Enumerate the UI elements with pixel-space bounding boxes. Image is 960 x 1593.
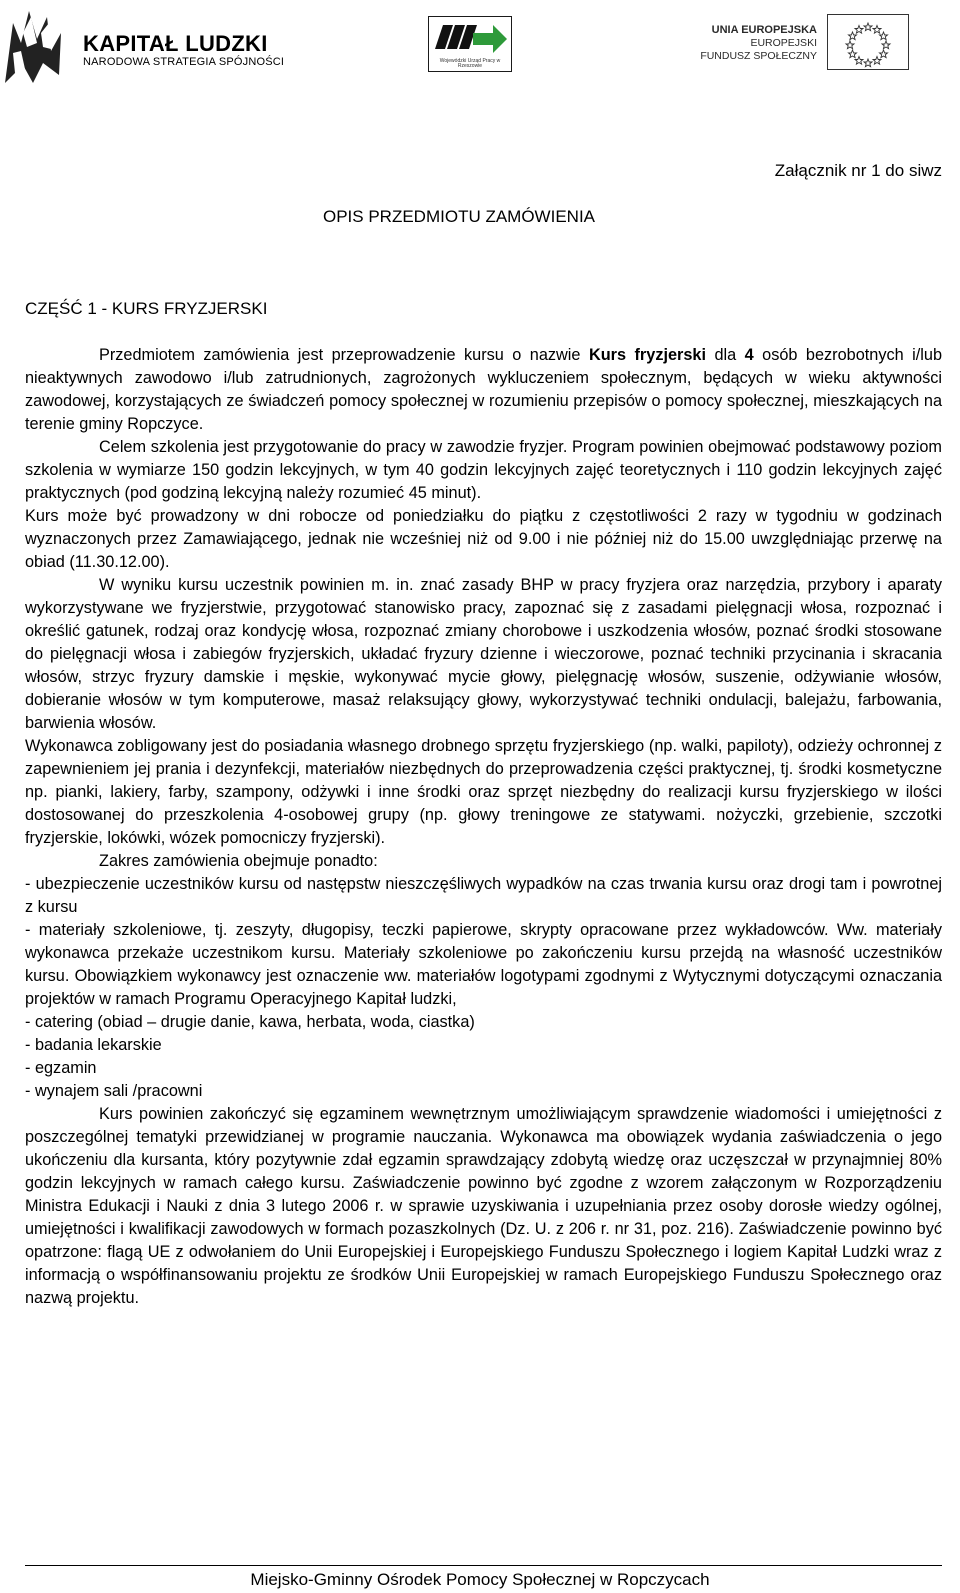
logo-header [0,0,960,80]
paragraph-exam: Kurs powinien zakończyć się egzaminem wewnętrznym umożliwiającym sprawdzenie wiadomości i umiejętności z poszczególnej tematyki przewidzianej w programie nauczania. Wykonawca ma obowiązek wydania zaświadczenia o jego ukończeniu dla kursanta, który pozytywnie zdał egzamin sprawdzający zdobytą wiedzę oraz uczęszczał w przynajmniej 80% godzin lekcyjnych w ramach całego kursu. Zaświadczenie powinno być zgodne z wzorem załączonym w Rozporządzeniu Ministra Edukacji i Nauki z dnia 3 lutego 2006 r. w sprawie uzyskiwania i uzupełniania przez osoby dorosłe wiedzy ogólnej, umiejętności i kwalifikacji zawodowych w formach pozaszkolnych (Dz. U. z 206 r. nr 31, poz. 216). Zaświadczenie powinno być opatrzone: flagą UE z odwołaniem do Unii Europejskiej i Europejskiego Funduszu Społecznego i logiem Kapitał Ludzki wraz z informacją o współfinansowaniu projektu ze środków Unii Europejskiej w ramach Europejskiego Funduszu Społecznego oraz nazwą projektu. [25,1105,942,1307]
course-name: Kurs fryzjerski [588,346,707,364]
eu-line-2: EUROPEJSKI [750,37,817,49]
list-item: - wynajem sali /pracowni [25,1082,203,1100]
list-item: - egzamin [25,1059,97,1077]
eu-logo [700,14,912,70]
footer-text: Miejsko-Gminny Ośrodek Pomocy Społecznej w Ropczycach [250,1570,710,1589]
eu-line-1: UNIA EUROPEJSKA [711,24,817,36]
eu-line-3: FUNDUSZ SPOŁECZNY [700,50,817,62]
paragraph-contractor: Wykonawca zobligowany jest do posiadania własnego drobnego sprzętu fryzjerskiego (np. walki, papiloty), odzieży ochronnej z zapewnieniem jej prania i dezynfekcji, materiałów niezbędnych do przeprowadzenia części praktycznej, tj. środki kosmetyczne np. pianki, lakiery, farby, szampony, odżywki i inne środki oraz sprzęt niezbędny do realizacji kursu fryzjerskiego w ilości dostosowanej do przeszkolenia 4-osobowej grupy (np. głowy treningowe ze statywami. nożyczki, grzebienie, szczotki fryzjerskie, lokówki, wózek pomocniczy fryzjerski). [25,737,942,847]
kapital-ludzki-emblem-icon [3,3,73,85]
list-item: - materiały szkoleniowe, tj. zeszyty, długopisy, teczki papierowe, skrypty opracowane przez wykładowców. Ww. materiały wykonawca przekaże uczestnikom kursu. Materiały szkoleniowe po zakończeniu kursu przejdą na własność uczestników kursu. Obowiązkiem wykonawcy jest oznaczenie ww. materiałów logotypami zgodnymi z Wytycznymi dotyczącymi oznaczania projektów w ramach Programu Operacyjnego Kapitał ludzki, [25,921,942,1008]
attachment-label: Załącznik nr 1 do siwz [774,161,942,180]
wup-arrow-icon [429,17,511,59]
paragraph-goal: Celem szkolenia jest przygotowanie do pracy w zawodzie fryzjer. Program powinien obejmować podstawowy poziom szkolenia w wymiarze 150 godzin lekcyjnych, w tym 40 godzin lekcyjnych zajęć teoretycznych i 110 godzin lekcyjnych zajęć praktycznych (pod godziną lekcyjną należy rozumieć 45 minut). [25,438,942,502]
paragraph-scope: Zakres zamówienia obejmuje ponadto: [99,852,378,870]
footer-divider [25,1565,942,1566]
wup-text: Wojewódzki Urząd Pracy w Rzeszowie [439,58,501,69]
text: dla [706,346,745,364]
text: osób bezrobotnych i/lub nieaktywnych zawodowo i/lub zatrudnionych, zagrożonych wykluczeniem społecznym, będących w wieku aktywności zawodowej, korzystających ze świadczeń pomocy społecznej w rozumieniu przepisów o pomocy społecznej, mieszkających na terenie gminy Ropczyce. [25,346,943,433]
page-title: OPIS PRZEDMIOTU ZAMÓWIENIA [323,207,596,226]
list-item: - badania lekarskie [25,1036,162,1054]
section-title: CZĘŚĆ 1 - KURS FRYZJERSKI [25,299,268,318]
paragraph-outcomes: W wyniku kursu uczestnik powinien m. in. znać zasady BHP w pracy fryzjera oraz narzędzia, przybory i aparaty wykorzystywane we fryzjerstwie, przygotować stanowisko pracy, zapoznać się z zasadami pielęgnacji włosa, rozpoznać i określić gatunek, rodzaj oraz kondycję włosa, rozpoznać zmiany chorobowe i uszkodzenia włosów, poznać środki stosowane do pielęgnacji włosa i zabiegów fryzjerskich, układać fryzury dzienne i wieczorowe, poznać techniki przycinania i skracania włosów, strzyc fryzury damskie i męskie, wykonywać mycie głowy, pielęgnację włosów, suszenie, odżywianie włosów, dobieranie włosów w tym komputerowe, masaż relaksujący głowy, wykorzystywać techniki ondulacji, balejażu, farbowania, barwienia włosów. [25,576,942,732]
participant-count: 4 [744,346,754,364]
document-body [25,344,942,1310]
list-item: - catering (obiad – drugie danie, kawa, herbata, woda, ciastka) [25,1013,475,1031]
wup-logo [428,16,512,72]
kapital-ludzki-title: KAPITAŁ LUDZKI [83,31,268,56]
list-item: - ubezpieczenie uczestników kursu od następstw nieszczęśliwych wypadków na czas trwania kursu oraz drogi tam i powrotnej z kursu [25,875,942,916]
text: Przedmiotem zamówienia jest przeprowadzenie kursu o nazwie [99,346,589,364]
kapital-ludzki-subtitle: NARODOWA STRATEGIA SPÓJNOŚCI [83,56,285,68]
kapital-ludzki-logo [3,3,285,85]
eu-flag-icon [827,14,909,70]
paragraph-intro [25,344,942,436]
paragraph-schedule: Kurs może być prowadzony w dni robocze od poniedziałku do piątku z częstotliwości 2 razy w tygodniu w godzinach wyznaczonych przez Zamawiającego, jednak nie wcześniej niż od 9.00 i nie później niż do 15.00 uwzględniając przerwę na obiad (11.30.12.00). [25,507,942,571]
